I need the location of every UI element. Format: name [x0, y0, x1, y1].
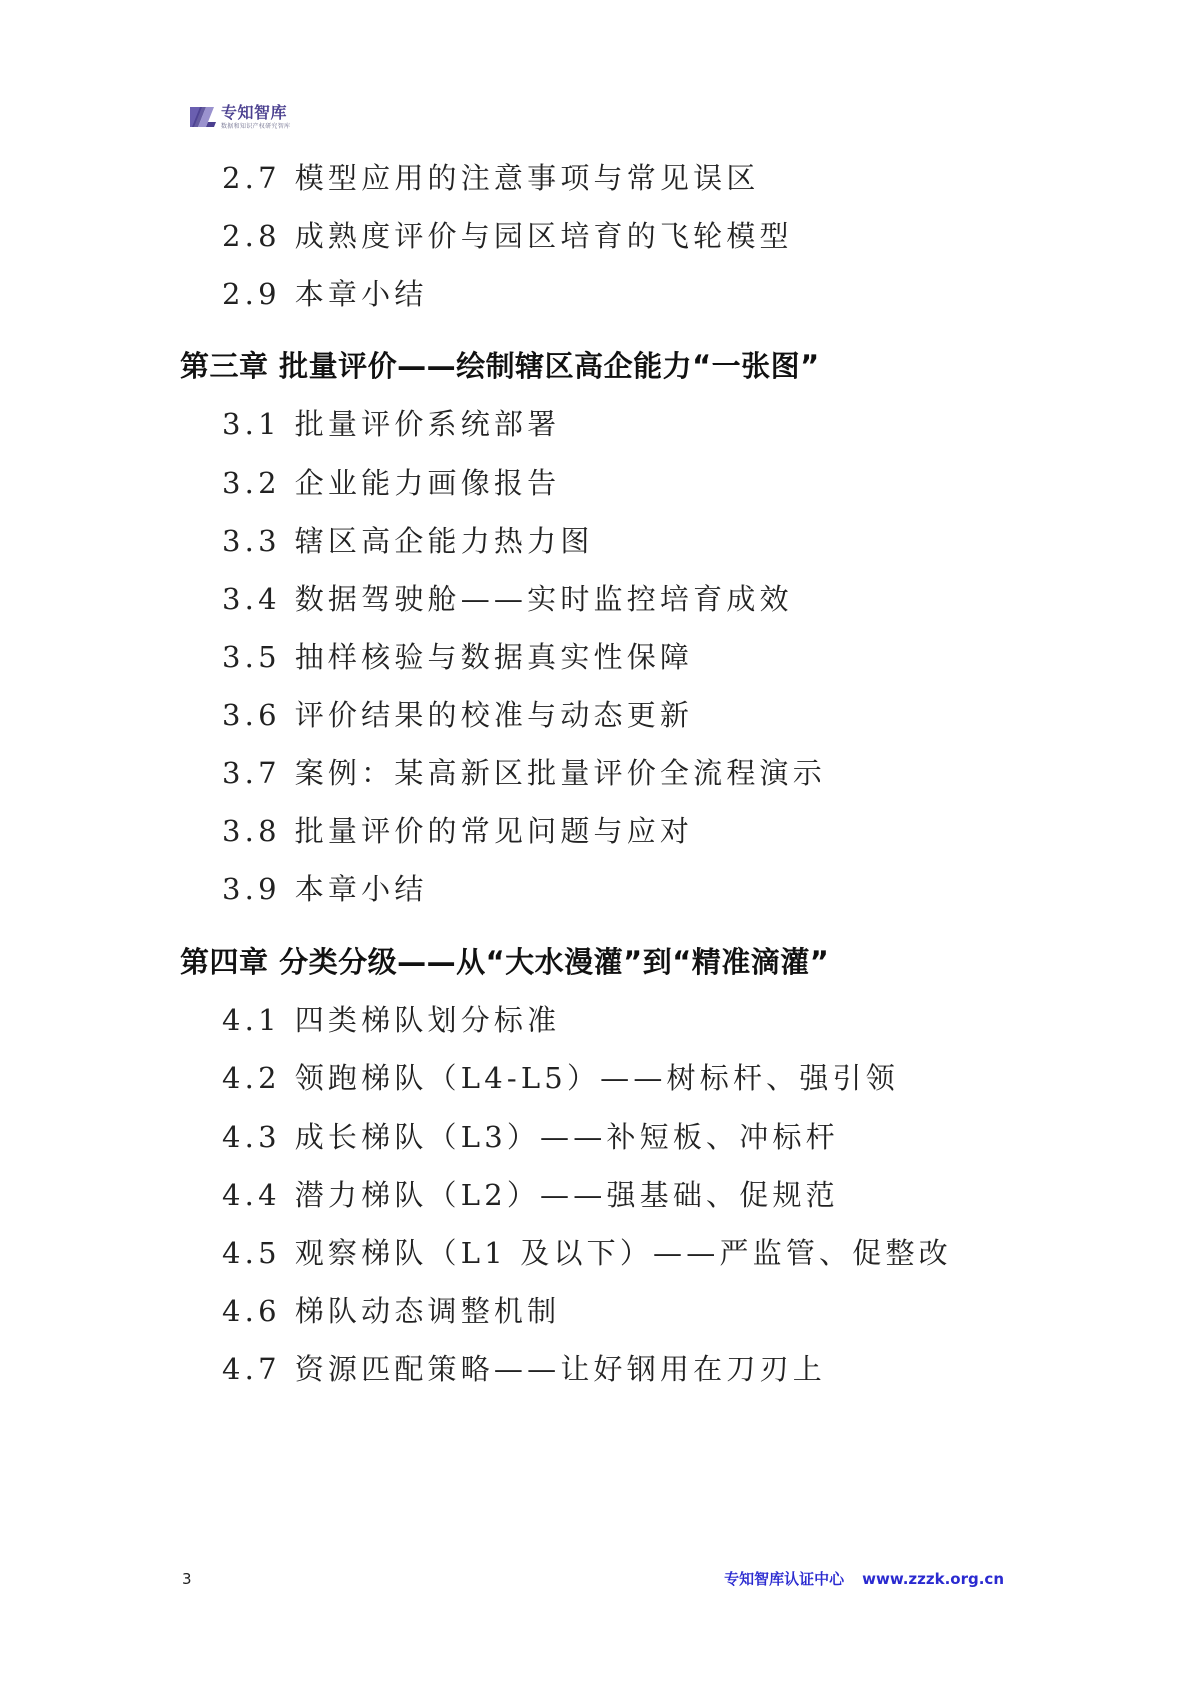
- toc-entry: [222, 1000, 560, 1040]
- logo-subtitle: 数据和知识产权研究智库: [221, 122, 291, 130]
- toc-entry: [222, 1291, 560, 1331]
- toc-entry-number: 2.8: [222, 219, 281, 253]
- footer-org-name: 专知智库认证中心: [724, 1570, 845, 1588]
- toc-entry-number: 4.4: [222, 1178, 281, 1212]
- toc-entry-number: 4.2: [222, 1061, 281, 1095]
- toc-entry-title: 抽样核验与数据真实性保障: [294, 640, 694, 674]
- toc-entry-number: 3.5: [222, 640, 281, 674]
- toc-entry-title: 批量评价的常见问题与应对: [294, 814, 694, 848]
- toc-entry-number: 3.1: [222, 407, 281, 441]
- footer-url: www.zzzk.org.cn: [862, 1570, 1004, 1588]
- toc-entry-title: 数据驾驶舱——实时监控培育成效: [294, 582, 793, 616]
- toc-entry-number: 3.9: [222, 872, 281, 906]
- toc-entry-title: 批量评价系统部署: [294, 407, 561, 441]
- toc-entry-title: 四类梯队划分标准: [294, 1003, 561, 1037]
- toc-entry-title: 潜力梯队（L2）——强基础、促规范: [294, 1178, 839, 1212]
- toc-entry-title: 模型应用的注意事项与常见误区: [294, 161, 760, 195]
- toc-entry-number: 3.8: [222, 814, 281, 848]
- toc-entry-number: 3.7: [222, 756, 281, 790]
- toc-entry-title: 评价结果的校准与动态更新: [294, 698, 694, 732]
- toc-entry-number: 3.4: [222, 582, 281, 616]
- toc-entry: [222, 695, 693, 735]
- toc-entry-title: 资源匹配策略——让好钢用在刀刃上: [294, 1352, 826, 1386]
- toc-entry-number: 2.9: [222, 277, 281, 311]
- page-number: 3: [182, 1570, 192, 1588]
- toc-entry: [222, 404, 560, 444]
- toc-entry: [222, 579, 793, 619]
- toc-entry: [222, 869, 428, 909]
- toc-chapter-title: 第四章 分类分级——从“大水漫灌”到“精准滴灌”: [180, 945, 830, 979]
- toc-entry: [222, 811, 693, 851]
- toc-entry: [222, 158, 760, 198]
- toc-entry: [222, 463, 560, 503]
- footer-org: [724, 1568, 1004, 1589]
- toc-entry-title: 成熟度评价与园区培育的飞轮模型: [294, 219, 793, 253]
- logo-name: 专知智库: [221, 102, 288, 122]
- toc-entry: [222, 274, 428, 314]
- toc-entry-title: 辖区高企能力热力图: [294, 524, 594, 558]
- toc-entry-number: 3.2: [222, 466, 281, 500]
- toc-entry: [222, 753, 826, 793]
- toc-chapter-title: 第三章 批量评价——绘制辖区高企能力“一张图”: [180, 349, 820, 383]
- toc-entry-title: 领跑梯队（L4-L5）——树标杆、强引领: [294, 1061, 899, 1095]
- toc-entry-number: 4.3: [222, 1120, 281, 1154]
- toc-entry: [222, 1058, 899, 1098]
- toc-entry-number: 4.1: [222, 1003, 281, 1037]
- toc-entry: [222, 521, 594, 561]
- toc-entry-title: 企业能力画像报告: [294, 466, 561, 500]
- toc-entry-title: 本章小结: [294, 277, 428, 311]
- toc-entry-title: 案例：某高新区批量评价全流程演示: [294, 756, 826, 790]
- toc-entry-title: 成长梯队（L3）——补短板、冲标杆: [294, 1120, 839, 1154]
- toc-entry-number: 4.5: [222, 1236, 281, 1270]
- toc-entry: [222, 1117, 839, 1157]
- toc-entry-title: 观察梯队（L1 及以下）——严监管、促整改: [294, 1236, 952, 1270]
- toc-entry-number: 4.6: [222, 1294, 281, 1328]
- toc-entry: [222, 1349, 826, 1389]
- toc-entry-number: 3.3: [222, 524, 281, 558]
- toc-entry-title: 本章小结: [294, 872, 428, 906]
- toc-chapter-heading: [180, 346, 820, 386]
- toc-entry-title: 梯队动态调整机制: [294, 1294, 561, 1328]
- toc-chapter-heading: [180, 942, 829, 982]
- toc-entry-number: 4.7: [222, 1352, 281, 1386]
- toc-entry-number: 3.6: [222, 698, 281, 732]
- toc-entry: [222, 637, 693, 677]
- toc-entry: [222, 216, 793, 256]
- toc-entry-number: 2.7: [222, 161, 281, 195]
- toc-entry: [222, 1175, 839, 1215]
- toc-entry: [222, 1233, 952, 1273]
